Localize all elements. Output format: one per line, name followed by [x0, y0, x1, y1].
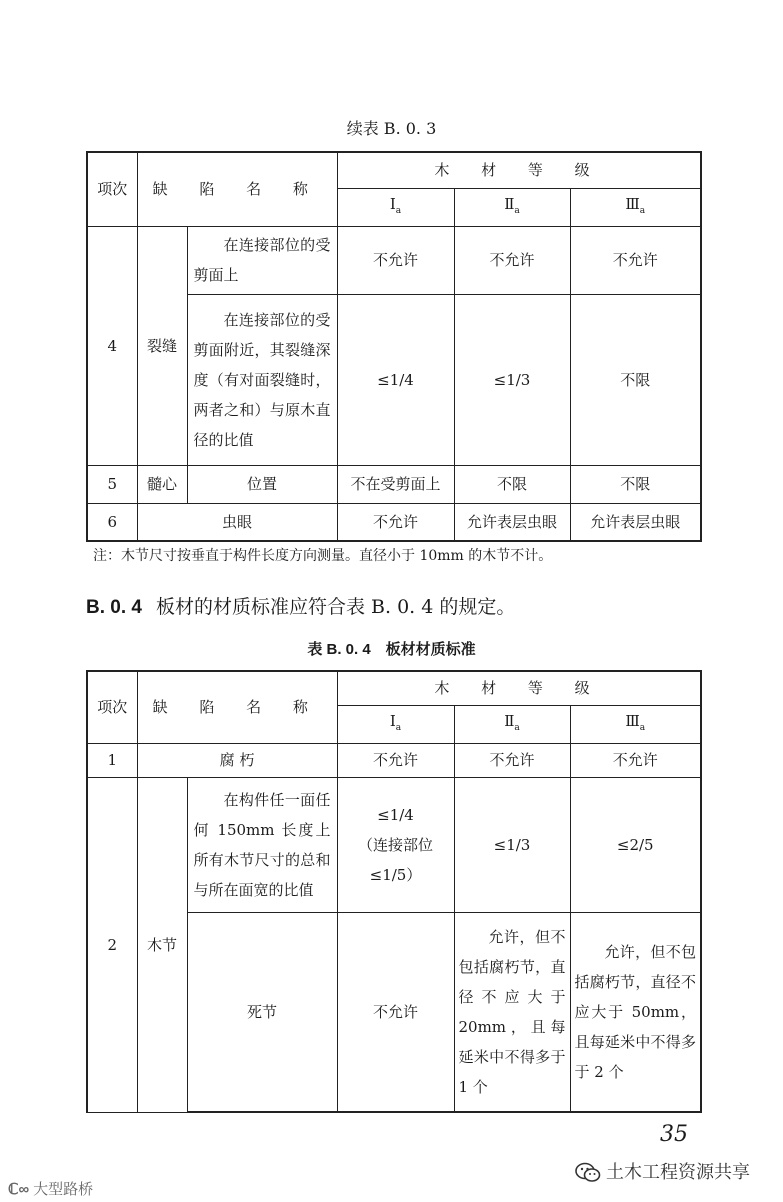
watermark-left-logo-icon: ℂ∞	[8, 1181, 30, 1198]
t1-header-index: 项次	[87, 152, 137, 226]
t2-row2a-g3: ≤2/5	[570, 777, 701, 912]
t1-row4b-g1: ≤1/4	[337, 294, 454, 465]
t1-row6-g1: 不允许	[337, 503, 454, 541]
table1	[86, 151, 702, 542]
t1-row4a-item: 在连接部位的受剪面上	[187, 226, 337, 294]
t1-row4a-g2: 不允许	[454, 226, 570, 294]
clause-text: 板材的材质标准应符合表 B. 0. 4 的规定。	[155, 596, 516, 618]
t2-header-grade	[337, 671, 701, 705]
t1-header-defect-text: 缺 陷 名 称	[152, 180, 322, 199]
t1-header-grade	[337, 152, 701, 188]
t2-row2a-item: 在构件任一面任何 150mm 长度上所有木节尺寸的总和与所在面宽的比值	[187, 777, 337, 912]
t2-row2a-g1-line1: ≤1/4	[377, 805, 414, 824]
t2-row2b-g3: 允许，但不包括腐朽节，直径不应大于 50mm，且每延米中不得多于 2 个	[570, 912, 701, 1112]
t2-row2a-g1-line3: ≤1/5）	[369, 865, 422, 884]
t2-row2a-g1-line2: （连接部位	[357, 835, 433, 854]
t1-header-grade-text: 木 材 等 级	[434, 161, 604, 180]
t1-row5-index: 5	[87, 465, 137, 503]
watermark-left-text: 大型路桥	[33, 1181, 94, 1198]
t1-row4a-g3: 不允许	[570, 226, 701, 294]
watermark-right	[575, 1158, 750, 1184]
t2-row2-index: 2	[87, 777, 137, 1112]
watermark-right-text: 土木工程资源共享	[606, 1162, 751, 1182]
t2-header-grade-text: 木 材 等 级	[434, 679, 604, 698]
watermark-left	[8, 1178, 93, 1199]
t2-row1-g2: 不允许	[454, 743, 570, 777]
t2-header-defect	[137, 671, 337, 743]
t2-row2b-g1: 不允许	[337, 912, 454, 1112]
t1-row5-g3: 不限	[570, 465, 701, 503]
t1-row5-g1: 不在受剪面上	[337, 465, 454, 503]
t1-row6-index: 6	[87, 503, 137, 541]
t1-row4b-g2: ≤1/3	[454, 294, 570, 465]
t1-row4b-g3: 不限	[570, 294, 701, 465]
t1-row4-category: 裂缝	[137, 226, 187, 465]
t1-row6-g2: 允许表层虫眼	[454, 503, 570, 541]
t1-row4a-g1: 不允许	[337, 226, 454, 294]
clause-b04	[86, 592, 515, 619]
t2-row1-g3: 不允许	[570, 743, 701, 777]
t1-grade-3: $Ⅲ_a$	[570, 188, 701, 226]
t2-row2b-item: 死节	[187, 912, 337, 1112]
t1-row6-category: 虫眼	[137, 503, 337, 541]
t2-grade-1: $Ⅰ_a$	[337, 705, 454, 743]
t2-row1-category: 腐 朽	[137, 743, 337, 777]
t1-grade-2: $Ⅱ_a$	[454, 188, 570, 226]
clause-number: B. 0. 4	[86, 597, 142, 618]
table2	[86, 670, 702, 1113]
table1-caption: 续表 B. 0. 3	[346, 119, 437, 138]
t2-row2a-g2: ≤1/3	[454, 777, 570, 912]
t1-grade-1: $Ⅰ_a$	[337, 188, 454, 226]
t2-header-defect-text: 缺 陷 名 称	[152, 698, 322, 717]
table1-note: 注：木节尺寸按垂直于构件长度方向测量。直径小于 10mm 的木节不计。	[93, 548, 553, 564]
table2-caption: 表 B. 0. 4 板材材质标准	[307, 641, 476, 658]
t2-row1-g1: 不允许	[337, 743, 454, 777]
t2-grade-2: $Ⅱ_a$	[454, 705, 570, 743]
t1-row4b-item: 在连接部位的受剪面附近，其裂缝深度（有对面裂缝时，两者之和）与原木直径的比值	[187, 294, 337, 465]
t1-row5-g2: 不限	[454, 465, 570, 503]
t2-row2-category: 木节	[137, 777, 187, 1112]
t1-header-defect	[137, 152, 337, 226]
t1-row4-index: 4	[87, 226, 137, 465]
t2-row2a-g1	[337, 777, 454, 912]
t2-row2b-g2: 允许，但不包括腐朽节，直径不应大于 20mm，且每延米中不得多于 1 个	[454, 912, 570, 1112]
t2-header-index: 项次	[87, 671, 137, 743]
wechat-icon	[575, 1162, 601, 1184]
t1-row6-g3: 允许表层虫眼	[570, 503, 701, 541]
t2-row1-index: 1	[87, 743, 137, 777]
t1-row5-item: 位置	[187, 465, 337, 503]
t2-grade-3: $Ⅲ_a$	[570, 705, 701, 743]
page-number: 35	[660, 1122, 688, 1147]
t1-row5-category: 髓心	[137, 465, 187, 503]
